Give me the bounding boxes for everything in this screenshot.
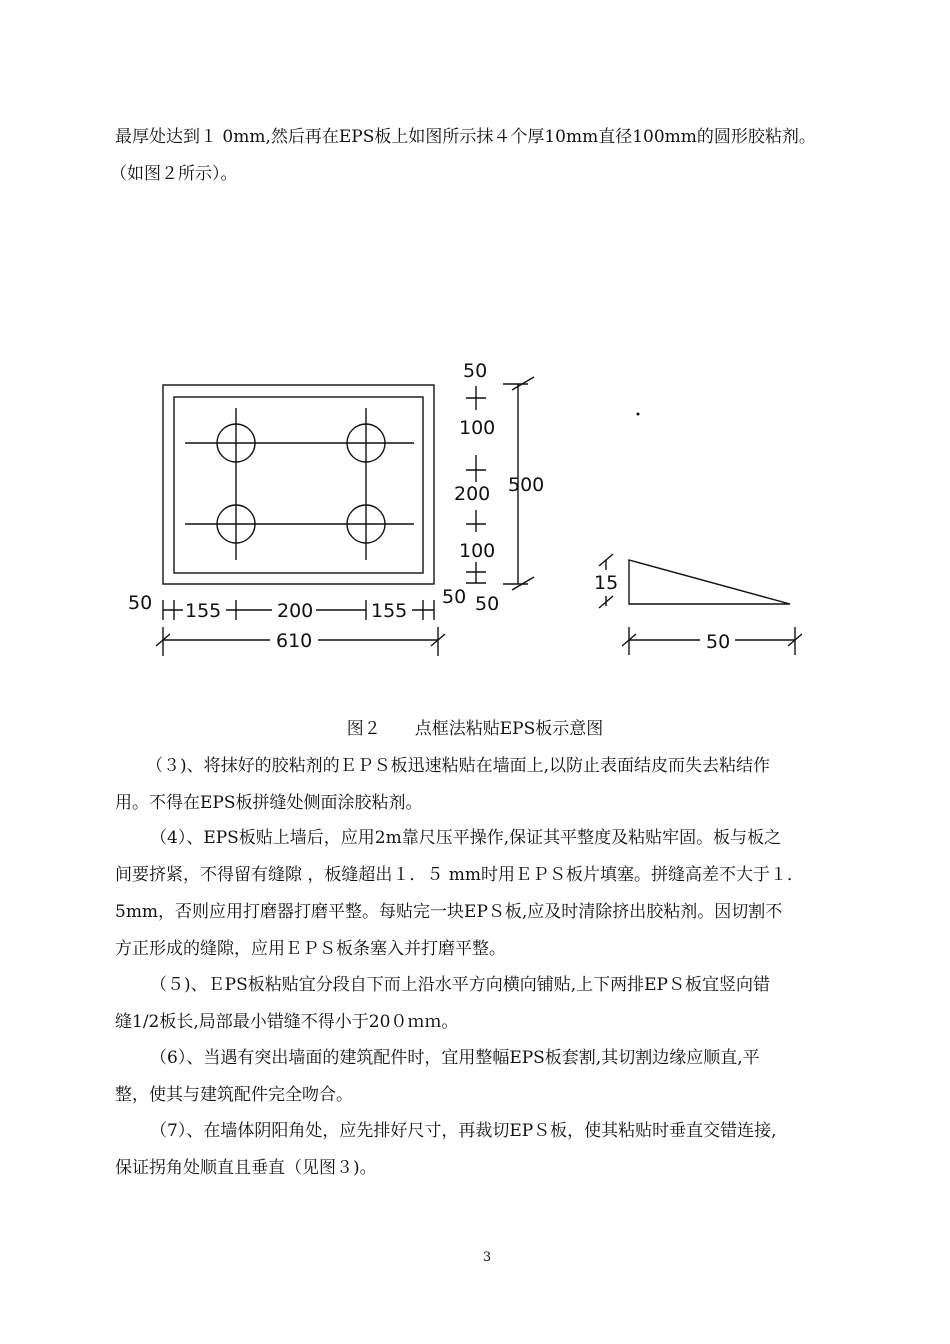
text-line-1: 最厚处达到１ 0mm,然后再在EPS板上如图所示抹４个厚10mm直径100mm的圆形胶粘剂。 bbox=[115, 127, 816, 147]
dim-label: 50 bbox=[475, 593, 500, 615]
board-outer-rect bbox=[163, 385, 434, 584]
dim-label: 155 bbox=[185, 600, 222, 622]
text-line-2: （如图２所示）。 bbox=[110, 164, 238, 184]
paragraph-line: 间要挤紧，不得留有缝隙 ，板缝超出１．５ mm时用ＥＰＳ板片填塞。拼缝高差不大于１． bbox=[115, 865, 805, 885]
dim-label: 50 bbox=[442, 586, 467, 608]
dim-label: 610 bbox=[276, 630, 313, 652]
paragraph-line: 5mm，否则应用打磨器打磨平整。每贴完一块EPＳ板,应及时清除挤出胶粘剂。因切割不 bbox=[115, 902, 783, 922]
dim-label: 500 bbox=[508, 474, 545, 496]
paragraph-line: 用。不得在EPS板拼缝处侧面涂胶粘剂。 bbox=[115, 793, 423, 813]
dim-label: 100 bbox=[459, 417, 496, 439]
dim-label: 15 bbox=[594, 572, 619, 594]
dim-label: 50 bbox=[128, 592, 153, 614]
page-number: 3 bbox=[482, 1250, 492, 1265]
paragraph-line: （6）、当遇有突出墙面的建筑配件时，宜用整幅EPS板套割,其切割边缘应顺直,平 bbox=[150, 1048, 760, 1068]
paragraph-line: 缝1/2板长,局部最小错缝不得小于20０ｍｍ。 bbox=[115, 1012, 459, 1032]
dim-label: 200 bbox=[454, 483, 491, 505]
figure-caption: 图２ 点框法粘贴EPS板示意图 bbox=[346, 719, 604, 739]
paragraph-line: 方正形成的缝隙，应用ＥＰＳ板条塞入并打磨平整。 bbox=[115, 939, 506, 959]
paragraph-line: （３)、将抹好的胶粘剂的ＥＰＳ板迅速粘贴在墙面上,以防止表面结皮而失去粘结作 bbox=[146, 756, 771, 776]
paragraph-line: 整，使其与建筑配件完全吻合。 bbox=[115, 1085, 353, 1105]
stray-dot bbox=[637, 413, 639, 415]
board-inner-rect bbox=[174, 397, 423, 573]
dim-label: 100 bbox=[459, 540, 496, 562]
paragraph-line: （５)、ＥPS板粘贴宜分段自下而上沿水平方向横向铺贴,上下两排EPＳ板宜竖向错 bbox=[150, 975, 770, 995]
dim-label: 50 bbox=[706, 631, 731, 653]
dim-label: 50 bbox=[463, 360, 488, 382]
wedge-profile bbox=[629, 560, 790, 604]
dim-label: 155 bbox=[371, 600, 408, 622]
paragraph-line: 保证拐角处顺直且垂直（见图３)。 bbox=[115, 1158, 377, 1178]
dim-label: 200 bbox=[277, 600, 314, 622]
paragraph-line: （7）、在墙体阴阳角处，应先排好尺寸，再裁切EPＳ板，使其粘贴时垂直交错连接, bbox=[150, 1121, 777, 1141]
paragraph-line: （4）、EPS板贴上墙后，应用2m靠尺压平操作,保证其平整度及粘贴牢固。板与板之 bbox=[150, 828, 782, 848]
